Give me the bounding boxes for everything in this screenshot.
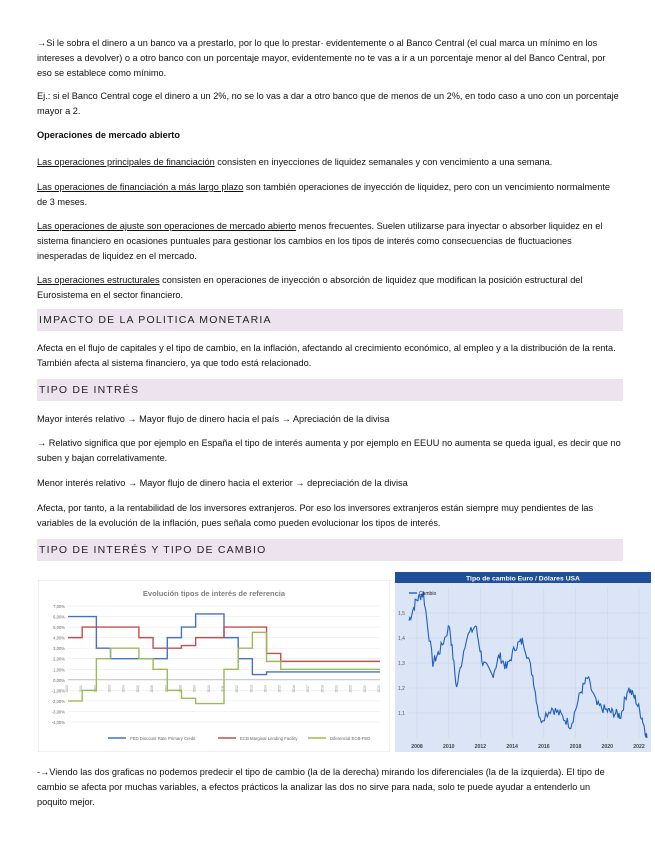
y-tick-label: 1,5: [398, 611, 405, 617]
x-tick-label: 2009: [192, 685, 197, 693]
underlined-term: Las operaciones de ajuste son operaciones de mercado abierto: [37, 221, 296, 231]
legend-label: ECB Marginal Lending Facility: [240, 736, 298, 741]
x-tick-label: 2004: [121, 685, 126, 693]
x-tick-label: 2005: [135, 685, 140, 693]
paragraph-main-ops: [37, 155, 621, 170]
y-tick-label: -3,00%: [51, 709, 65, 715]
x-tick-label: 2010: [442, 744, 455, 750]
y-tick-label: -1,00%: [51, 688, 65, 694]
x-tick-label: 2002: [93, 685, 98, 693]
x-tick-label: 2016: [538, 744, 550, 750]
paragraph-fine-tuning-ops: [37, 219, 621, 264]
x-tick-label: 2013: [249, 685, 254, 693]
section-header-impact: IMPACTO DE LA POLITICA MONETARIA: [37, 309, 623, 331]
y-tick-label: -2,00%: [51, 698, 65, 704]
y-tick-label: 5,00%: [53, 625, 65, 631]
x-tick-label: 2000: [65, 685, 69, 693]
underlined-term: Las operaciones estructurales: [37, 275, 160, 285]
y-tick-label: 3,00%: [53, 646, 65, 652]
paragraph-text: menos frecuentes. Suelen utilizarse para inyectar o absorber liquidez en el sistema financiero en ocasiones puntuales para gestionar los cambios en los tipos de interés como consecuencias de fluctuaciones inesperadas de liquidez en el mercado.: [37, 221, 603, 261]
chart-title: Tipo de cambio Euro / Dólares USA: [466, 575, 580, 583]
y-tick-label: 1,4: [398, 636, 405, 642]
exchange-rate-chart: [395, 572, 651, 752]
paragraph-central-bank: →Si le sobra el dinero a un banco va a prestarlo, por lo que lo prestar· evidentemente o al Banco Central (el cual marca un mínimo en los intereses a devolver) o a otro banco con un porcentaje mayor, evidentemente no te vas a ir a un porcentaje menor al del Banco Central, por eso se establece como mínimo.: [37, 38, 606, 78]
y-tick-label: -4,00%: [51, 720, 65, 725]
x-tick-label: 2008: [178, 685, 183, 693]
paragraph-longer-ops: [37, 180, 621, 210]
y-tick-label: 1,3: [398, 661, 405, 667]
heading-open-market: Operaciones de mercado abierto: [37, 130, 180, 140]
underlined-term: Las operaciones de financiación a más largo plazo: [37, 182, 244, 192]
section-header-exchange: TIPO DE INTERÉS Y TIPO DE CAMBIO: [37, 539, 623, 561]
y-tick-label: 6,00%: [53, 614, 65, 620]
interest-rates-chart: [38, 580, 390, 752]
underlined-term: Las operaciones principales de financiación: [37, 157, 215, 167]
paragraph-impact: Afecta en el flujo de capitales y el tipo de cambio, en la inflación, afectando al crecimiento económico, al empleo y a la distribución de la renta. También afecta al sistema financiero, ya que todo está relacionado.: [37, 343, 616, 368]
paragraph-higher-interest: Mayor interés relativo → Mayor flujo de dinero hacia el país → Apreciación de la divisa: [37, 414, 390, 424]
x-tick-label: 2006: [150, 685, 155, 693]
x-tick-label: 2012: [474, 744, 487, 750]
x-tick-label: 2020: [601, 744, 614, 750]
legend-label: Diferencial ECB-FED: [330, 736, 371, 741]
x-tick-label: 2014: [506, 744, 518, 750]
paragraph-investors: Afecta, por tanto, a la rentabilidad de los inversores extranjeros. Por eso los inversores extranjeros están siempre muy pendientes de las variables de la evolución de la inflación, pues señala como pueden evolucionar los tipos de interés.: [37, 503, 594, 528]
x-tick-label: 2003: [107, 685, 112, 693]
paragraph-lower-interest: Menor interés relativo → Mayor flujo de dinero hacia el exterior → depreciación de la divisa: [37, 478, 408, 488]
x-tick-label: 2018: [320, 685, 325, 693]
y-tick-label: 1,00%: [53, 667, 65, 673]
y-tick-label: 4,00%: [53, 635, 65, 641]
paragraph-example: Ej.: si el Banco Central coge el dinero a un 2%, no se lo vas a dar a otro banco que de menos de un 2%, en todo caso a uno con un porcentaje mayor a 2.: [37, 91, 619, 116]
x-tick-label: 2014: [263, 685, 268, 693]
x-tick-label: 2011: [221, 685, 225, 693]
paragraph-text: son también operaciones de inyección de liquidez, pero con un vencimiento normalmente de 3 meses.: [37, 182, 611, 207]
paragraph-text: consisten en operaciones de inyección o absorción de liquidez que modifican la posición estructural del Eurosistema en el sector financiero.: [37, 275, 583, 300]
section-header-interest: TIPO DE INTRÉS: [37, 379, 623, 401]
x-tick-label: 2021: [362, 685, 367, 693]
y-tick-label: 2,00%: [53, 656, 65, 662]
chart-title: Evolución tipos de interés de referencia: [142, 589, 286, 598]
legend-label: Cambio: [419, 591, 437, 597]
legend-label: FED Discount Rate Primary Credit: [130, 736, 196, 741]
x-tick-label: 2015: [277, 685, 282, 693]
x-tick-label: 2020: [348, 685, 353, 693]
x-tick-label: 2019: [334, 685, 339, 693]
x-tick-label: 2022: [377, 685, 381, 693]
x-tick-label: 2017: [306, 685, 311, 693]
x-tick-label: 2022: [633, 744, 645, 750]
paragraph-conclusion: -→Viendo las dos graficas no podemos predecir el tipo de cambio (la de la derecha) mirando los diferenciales (la de la izquierda). El tipo de cambio se afecta por muchas variables, a efectos prácticos la analizar las dos no sirve para nada, solo te puede ayudar a entenderlo un poquito mejor.: [37, 767, 605, 807]
paragraph-relative: → Relativo significa que por ejemplo en España el tipo de interés aumenta y por ejemplo en EEUU no aumenta se queda igual, es decir que no suben y bajan correlativamente.: [37, 438, 621, 463]
x-tick-label: 2010: [206, 685, 211, 693]
y-tick-label: 7,00%: [53, 604, 65, 609]
x-tick-label: 2018: [569, 744, 582, 750]
x-tick-label: 2007: [164, 685, 169, 693]
x-tick-label: 2012: [235, 685, 240, 693]
x-tick-label: 2008: [411, 744, 423, 750]
y-tick-label: 1,1: [398, 711, 405, 717]
x-tick-label: 2001: [79, 685, 84, 693]
paragraph-text: consisten en inyecciones de liquidez semanales y con vencimiento a una semana.: [214, 157, 553, 167]
paragraph-structural-ops: [37, 273, 621, 303]
y-tick-label: 1,2: [398, 686, 405, 692]
y-tick-label: 0,00%: [53, 677, 65, 683]
x-tick-label: 2016: [291, 685, 296, 693]
